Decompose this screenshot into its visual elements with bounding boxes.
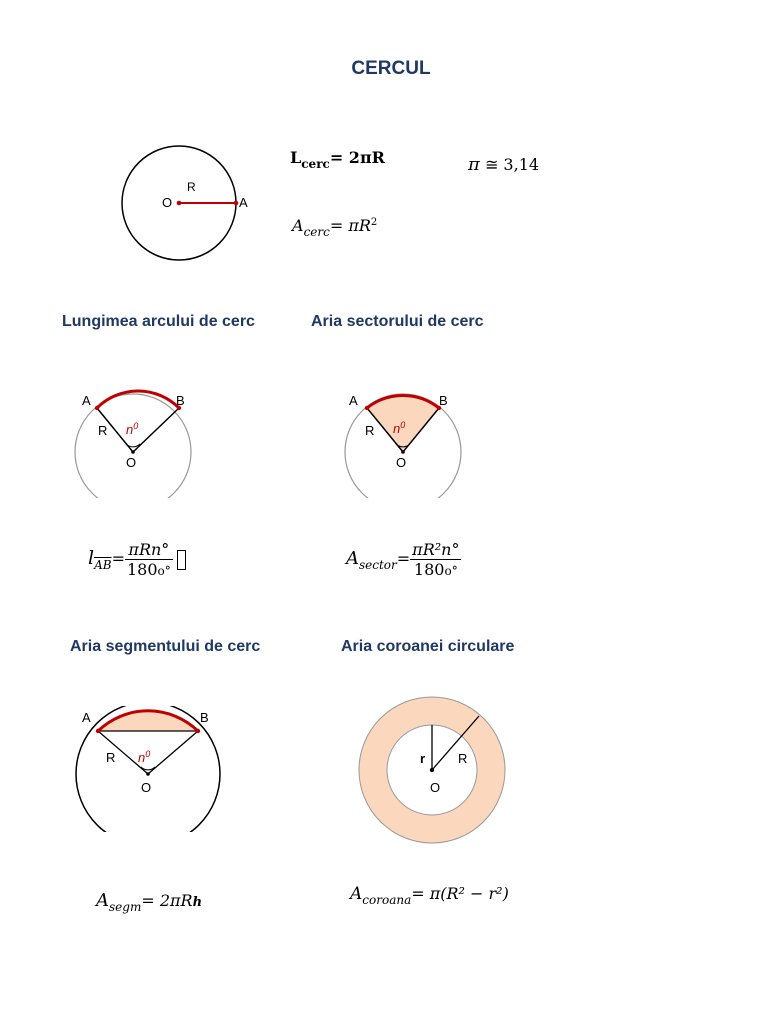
segment-label-b: B <box>200 710 209 725</box>
segment-area-heading: Aria segmentului de cerc <box>70 638 261 655</box>
arc-label-o: O <box>126 455 137 470</box>
radius-label: R <box>187 180 196 194</box>
page-title: CERCUL <box>351 58 431 79</box>
annulus-area-diagram <box>355 694 510 849</box>
arc-radius-ob <box>133 408 179 452</box>
sector-center-point <box>401 450 405 454</box>
arc-angle-label: $n^0$ <box>126 421 139 437</box>
sector-label-a: A <box>349 393 358 408</box>
segment-area-formula: $A_{segm}= 2\pi Rh$ <box>96 890 203 914</box>
segment-label-r: R <box>106 750 116 765</box>
sector-area-formula: $A_{sector}=$ $\frac{\text{πR²n°}}{180o^\circ}$ <box>346 540 460 579</box>
segment-angle-label: $n^0$ <box>138 749 151 765</box>
sector-point-a <box>365 406 369 410</box>
annulus-label-r-inner: r <box>420 751 426 766</box>
segment-radius-ob <box>148 731 198 774</box>
arc-length-formula: $l_{\overline{AB}}=$ $\frac{\text{πRn°}}{180o^\circ}$ <box>88 540 186 579</box>
arc-point-a <box>95 406 99 410</box>
point-a-label: A <box>239 195 248 210</box>
segment-point-b <box>196 729 200 733</box>
point-a <box>234 201 239 206</box>
circle-diagram <box>110 140 270 270</box>
segment-label-o: O <box>141 780 152 795</box>
segment-point-a <box>96 729 100 733</box>
arc-label-r: R <box>98 423 108 438</box>
circle-area-formula: $A_{cerc}= \pi R^2$ <box>292 216 378 239</box>
sector-area-heading: Aria sectorului de cerc <box>311 313 484 330</box>
arc-label-b: B <box>176 393 185 408</box>
sector-label-r: R <box>365 423 375 438</box>
sector-label-b: B <box>439 393 448 408</box>
center-point <box>177 201 182 206</box>
circle-length-formula: $L_{cerc}= 2\pi R$ <box>290 148 385 171</box>
pi-approximation: π ≅ 3,14 <box>468 154 540 175</box>
segment-area-diagram <box>70 706 230 832</box>
placeholder-box <box>177 550 186 570</box>
annulus-center-point <box>430 768 434 772</box>
annulus-label-r-outer: R <box>458 751 468 766</box>
annulus-area-heading: Aria coroanei circulare <box>341 638 515 655</box>
center-label: O <box>162 195 173 210</box>
sector-area-diagram <box>340 388 475 498</box>
arc-length-heading: Lungimea arcului de cerc <box>62 313 255 330</box>
sector-label-o: O <box>396 455 407 470</box>
arc-label-a: A <box>82 393 91 408</box>
arc-circle-outline <box>75 394 191 498</box>
segment-label-a: A <box>82 710 91 725</box>
arc-length-diagram <box>70 388 205 498</box>
annulus-label-o: O <box>430 780 441 795</box>
sector-angle-label: $n^0$ <box>393 420 406 436</box>
annulus-area-formula: $A_{coroana}= \pi(R^2 - r^2)$ <box>350 884 509 907</box>
segment-center-point <box>146 772 150 776</box>
arc-center-point <box>131 450 135 454</box>
